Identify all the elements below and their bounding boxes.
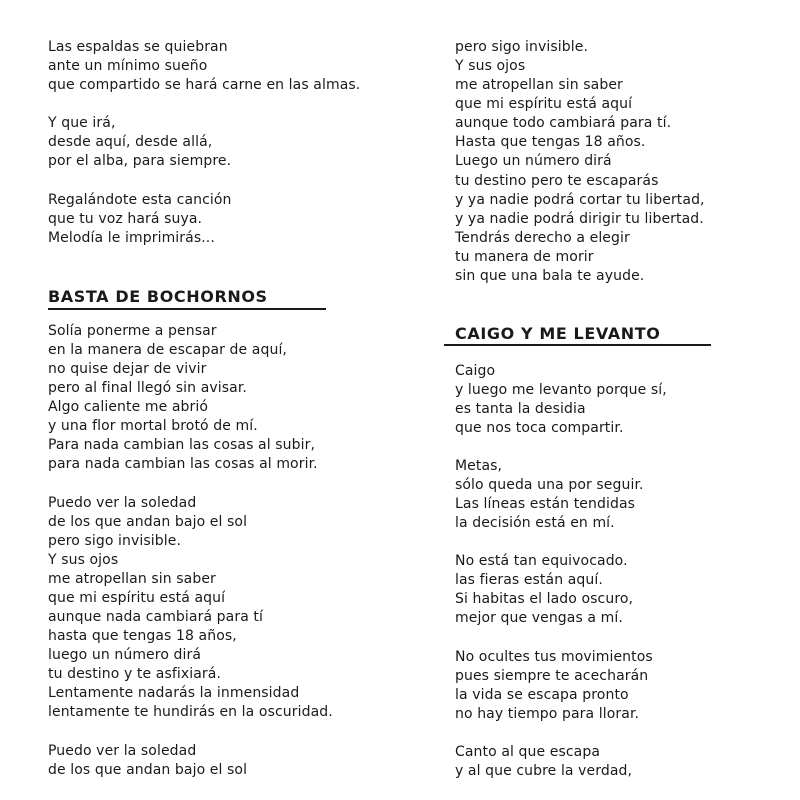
lyric-line: aunque todo cambiará para tí. <box>455 115 672 131</box>
lyric-line: de los que andan bajo el sol <box>48 514 248 530</box>
lyric-line: Metas, <box>455 458 503 474</box>
title-underline <box>48 308 326 310</box>
lyric-line: y ya nadie podrá dirigir tu libertad. <box>455 211 704 227</box>
lyric-line: Solía ponerme a pensar <box>48 323 217 339</box>
lyric-line: pero sigo invisible. <box>455 39 589 55</box>
lyric-line: la vida se escapa pronto <box>455 687 629 703</box>
lyric-line: Y sus ojos <box>48 552 119 568</box>
lyric-line: de los que andan bajo el sol <box>48 762 248 778</box>
lyric-line: tu destino y te asfixiará. <box>48 666 221 682</box>
lyric-line: pero al final llegó sin avisar. <box>48 380 247 396</box>
lyric-line: Para nada cambian las cosas al subir, <box>48 437 315 453</box>
lyric-line: luego un número dirá <box>48 647 202 663</box>
lyric-line: aunque nada cambiará para tí <box>48 609 264 625</box>
lyric-line: las fieras están aquí. <box>455 572 603 588</box>
lyric-line: Las líneas están tendidas <box>455 496 636 512</box>
lyric-line: No está tan equivocado. <box>455 553 628 569</box>
lyric-line: Algo caliente me abrió <box>48 399 209 415</box>
lyric-line: y luego me levanto porque sí, <box>455 382 667 398</box>
lyric-line: Tendrás derecho a elegir <box>455 230 630 246</box>
lyric-line: que mi espíritu está aquí <box>455 96 633 112</box>
lyric-line: y una flor mortal brotó de mí. <box>48 418 258 434</box>
lyric-line: pues siempre te acecharán <box>455 668 649 684</box>
lyric-line: la decisión está en mí. <box>455 515 615 531</box>
lyric-line: no quise dejar de vivir <box>48 361 207 377</box>
lyric-line: para nada cambian las cosas al morir. <box>48 456 318 472</box>
lyric-line: por el alba, para siempre. <box>48 153 232 169</box>
lyric-line: No ocultes tus movimientos <box>455 649 653 665</box>
lyric-line: Y sus ojos <box>455 58 526 74</box>
song-title: BASTA DE BOCHORNOS <box>48 287 268 306</box>
lyric-line: Canto al que escapa <box>455 744 601 760</box>
lyric-line: y ya nadie podrá cortar tu libertad, <box>455 192 705 208</box>
lyric-line: hasta que tengas 18 años, <box>48 628 237 644</box>
lyric-line: Melodía le imprimirás... <box>48 230 215 246</box>
lyric-line: tu destino pero te escaparás <box>455 173 659 189</box>
song-title: CAIGO Y ME LEVANTO <box>455 324 661 343</box>
lyric-line: tu manera de morir <box>455 249 594 265</box>
lyric-line: Regalándote esta canción <box>48 192 232 208</box>
lyric-line: me atropellan sin saber <box>455 77 623 93</box>
lyric-line: que mi espíritu está aquí <box>48 590 226 606</box>
lyric-line: que tu voz hará suya. <box>48 211 203 227</box>
lyric-line: lentamente te hundirás en la oscuridad. <box>48 704 333 720</box>
title-underline <box>444 344 711 346</box>
lyric-line: Lentamente nadarás la inmensidad <box>48 685 300 701</box>
lyric-line: pero sigo invisible. <box>48 533 182 549</box>
lyric-line: me atropellan sin saber <box>48 571 216 587</box>
lyric-line: que compartido se hará carne en las almas. <box>48 77 361 93</box>
lyric-line: y al que cubre la verdad, <box>455 763 633 779</box>
lyric-line: Hasta que tengas 18 años. <box>455 134 646 150</box>
lyric-line: mejor que vengas a mí. <box>455 610 623 626</box>
lyric-line: Si habitas el lado oscuro, <box>455 591 634 607</box>
lyric-line: es tanta la desidia <box>455 401 586 417</box>
lyric-line: desde aquí, desde allá, <box>48 134 213 150</box>
lyric-line: ante un mínimo sueño <box>48 58 208 74</box>
lyric-line: sólo queda una por seguir. <box>455 477 644 493</box>
lyric-line: Y que irá, <box>48 115 116 131</box>
lyric-line: Puedo ver la soledad <box>48 743 197 759</box>
lyric-line: Caigo <box>455 363 496 379</box>
lyric-line: sin que una bala te ayude. <box>455 268 645 284</box>
lyric-line: en la manera de escapar de aquí, <box>48 342 287 358</box>
lyric-line: Puedo ver la soledad <box>48 495 197 511</box>
lyric-line: Las espaldas se quiebran <box>48 39 228 55</box>
lyric-line: no hay tiempo para llorar. <box>455 706 640 722</box>
lyric-line: Luego un número dirá <box>455 153 612 169</box>
lyric-line: que nos toca compartir. <box>455 420 624 436</box>
